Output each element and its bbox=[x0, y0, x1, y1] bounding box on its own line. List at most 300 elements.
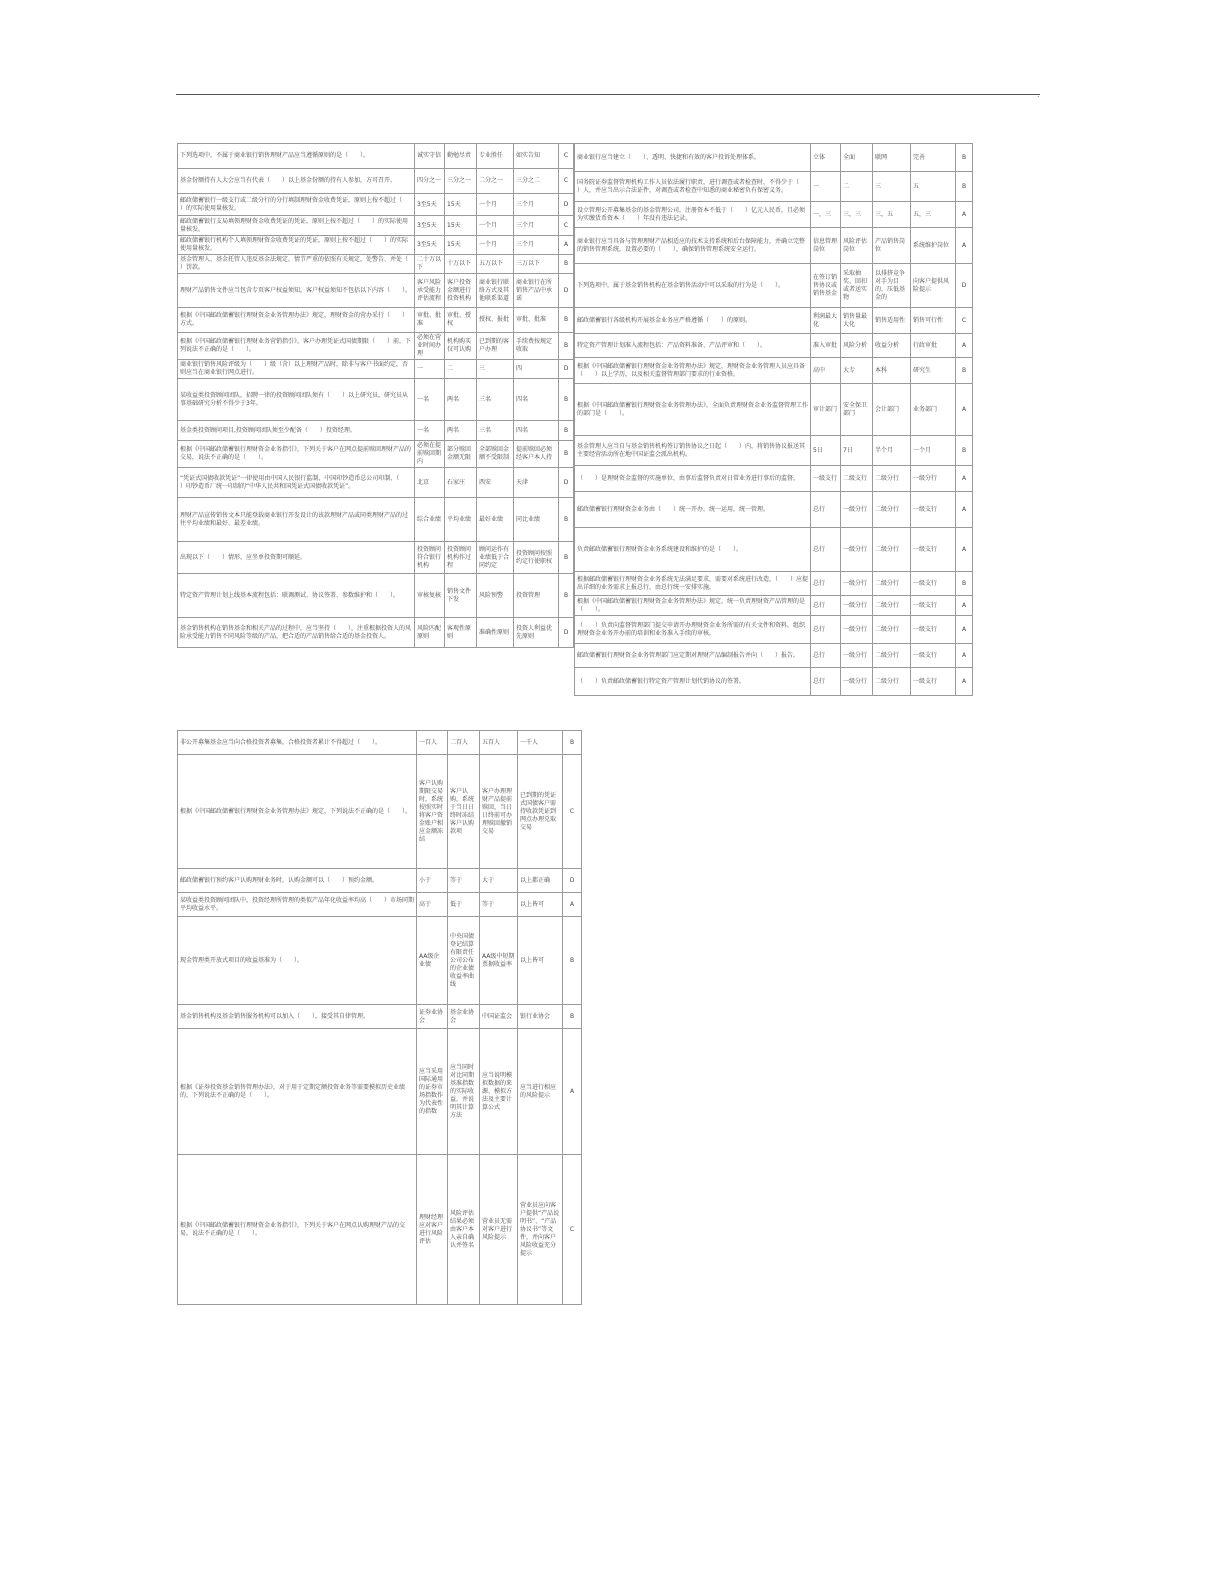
option-c: 商业银行联络方式及其他联系渠道 bbox=[477, 274, 514, 308]
question-row bbox=[178, 333, 574, 360]
option-c: 二分之一 bbox=[477, 169, 514, 194]
answer-cell: D bbox=[563, 869, 582, 893]
option-b: 两名 bbox=[445, 379, 477, 421]
option-c: 三名 bbox=[477, 379, 514, 421]
question-row bbox=[178, 731, 582, 755]
answer-cell: B bbox=[563, 731, 582, 755]
option-b: 应当同时对比同期基准指数的实际收益，并说明其计算方法 bbox=[448, 1029, 480, 1155]
question-text: 商业银行应当具备与管理理财产品相适应的技术支持系统和后台保障能力，并确立完整的销售管理系统，设置必要的（ ），确保销售管理系统安全运行。 bbox=[575, 228, 811, 264]
option-a: 总行 bbox=[811, 492, 841, 528]
question-text: 根据《证券投资基金销售管理办法》，对于用于定期定额投资业务等需要模拟历史业绩的，下列说法不正确的是（ ）。 bbox=[178, 1029, 417, 1155]
option-a: 审计部门 bbox=[811, 384, 841, 436]
option-d: 四名 bbox=[514, 379, 559, 421]
option-a: AA级企业债 bbox=[417, 917, 448, 1005]
option-b: 中央国债登记结算有限责任公司公布的企业债收益率曲线 bbox=[448, 917, 480, 1005]
option-d: 向客户提供风险提示 bbox=[911, 264, 956, 308]
question-text: （ ）负责向监督管理部门提交申请开办理财资金业务所需的有关文件和资料，组织理财资金业务开办前的培训和业务准入手续的审核。 bbox=[575, 616, 811, 644]
question-text: 下列选项中，属于基金销售机构在基金销售活动中可以采取的行为是（ ）。 bbox=[575, 264, 811, 308]
question-row bbox=[575, 616, 973, 644]
option-d: 手续费按规定收取 bbox=[514, 333, 559, 360]
answer-cell: A bbox=[956, 202, 973, 228]
option-c: 收益分析 bbox=[873, 334, 911, 358]
answer-cell: B bbox=[956, 144, 973, 172]
question-row bbox=[575, 596, 973, 616]
option-d: 商业银行在所销售产品中承诺 bbox=[514, 274, 559, 308]
question-row bbox=[575, 492, 973, 528]
option-a: 总行 bbox=[811, 572, 841, 596]
answer-cell: C bbox=[563, 755, 582, 869]
option-a: 高中 bbox=[811, 358, 841, 384]
answer-cell: A bbox=[563, 1029, 582, 1155]
question-text: 某收益类投资顾问团队中，投资经理所管理的类似产品年化收益率均高（ ）市场同期平均收益水平。 bbox=[178, 893, 417, 917]
option-b: 低于 bbox=[448, 893, 480, 917]
option-c: 二级分行 bbox=[873, 466, 911, 492]
answer-cell: A bbox=[956, 334, 973, 358]
question-row bbox=[178, 869, 582, 893]
answer-cell: D bbox=[559, 468, 574, 498]
question-row bbox=[575, 644, 973, 668]
option-c: 一个月 bbox=[477, 236, 514, 255]
option-c: 三 bbox=[873, 172, 911, 202]
question-text: “凭证式国债收款凭证”一律使用由中国人民银行监制、中国印钞造币总公司印制、（ ）印钞造币厂统一印制的“中华人民共和国凭证式国债收款凭证”。 bbox=[178, 468, 415, 498]
option-b: 等于 bbox=[448, 869, 480, 893]
option-a: 3至5天 bbox=[415, 194, 445, 216]
question-text: 国务院证券监督管理机构工作人员依法履行职责，进行调查或者检查时，不得少于（ ）人，并应当出示合法证件，对调查或者检查中知悉的商业秘密负有保密义务。 bbox=[575, 172, 811, 202]
option-c: 联网 bbox=[873, 144, 911, 172]
option-a: 综合业绩 bbox=[415, 498, 445, 542]
option-c: 三名 bbox=[477, 421, 514, 441]
option-a: 立体 bbox=[811, 144, 841, 172]
option-d: 一级支行 bbox=[911, 644, 956, 668]
option-b: 客户投资金额进行投资机构 bbox=[445, 274, 477, 308]
answer-cell: A bbox=[563, 893, 582, 917]
question-row bbox=[178, 917, 582, 1005]
question-row bbox=[575, 436, 973, 466]
question-row bbox=[178, 308, 574, 333]
question-text: 邮政储蓄银行一级支行或二级分行的分行填制理财资金收费凭证，原则上按不超过（ ）的实际使用量核发。 bbox=[178, 194, 415, 216]
answer-cell: C bbox=[563, 1155, 582, 1305]
option-d: 以上皆可 bbox=[518, 893, 563, 917]
option-c: 会计部门 bbox=[873, 384, 911, 436]
option-d: 一级支行 bbox=[911, 492, 956, 528]
option-c: 三 bbox=[477, 360, 514, 379]
question-row bbox=[178, 421, 574, 441]
question-text: 根据《中国邮政储蓄银行理财资金业务管理办法》规定，理财资金的营办采行（ ）方式。 bbox=[178, 308, 415, 333]
option-d: 提前赎回必须经客户本人持 bbox=[514, 441, 559, 468]
option-b: 销售量最大化 bbox=[841, 308, 873, 334]
option-c: 二级分行 bbox=[873, 596, 911, 616]
question-row bbox=[178, 468, 574, 498]
question-text: 邮政储蓄银行机构个人填领理财资金收费凭证的凭证，原则上按不超过（ ）的实际使用量核发。 bbox=[178, 236, 415, 255]
option-d: 一千人 bbox=[518, 731, 563, 755]
question-row bbox=[575, 572, 973, 596]
question-text: 特定资产管理计划准入流程包括：产品资料准备、产品评审和（ ）。 bbox=[575, 334, 811, 358]
option-d: 一级分行 bbox=[911, 466, 956, 492]
option-a: 准入审批 bbox=[811, 334, 841, 358]
question-row bbox=[178, 1155, 582, 1305]
question-text: 理财产品销售文件应当包含专页客户权益须知，客户权益须知不包括以下内容（ ）。 bbox=[178, 274, 415, 308]
question-row bbox=[575, 668, 973, 696]
option-d: 同比业绩 bbox=[514, 498, 559, 542]
option-a: 总行 bbox=[811, 644, 841, 668]
option-c: 二级分行 bbox=[873, 528, 911, 572]
option-c: 准确性原则 bbox=[477, 618, 514, 648]
question-row bbox=[575, 334, 973, 358]
answer-cell: B bbox=[559, 574, 574, 618]
option-b: 平均业绩 bbox=[445, 498, 477, 542]
question-row bbox=[575, 466, 973, 492]
answer-cell: D bbox=[559, 274, 574, 308]
question-row bbox=[178, 379, 574, 421]
question-row bbox=[575, 172, 973, 202]
option-d: 一个月 bbox=[911, 436, 956, 466]
question-text: 基金管理人应当自与基金销售机构签订销售协议之日起（ ）内，将销售协议报送其主要经营活动所在地中国证监会派出机构。 bbox=[575, 436, 811, 466]
option-d: 五 bbox=[911, 172, 956, 202]
option-d: 一级支行 bbox=[911, 616, 956, 644]
question-text: 根据《中国邮政储蓄银行理财资金业务管理办法》规定，统一负责理财资产品管理的是（ ）。 bbox=[575, 596, 811, 616]
option-b: 三分之一 bbox=[445, 169, 477, 194]
question-row bbox=[178, 216, 574, 236]
option-c: 一个月 bbox=[477, 194, 514, 216]
option-a: 诚实守信 bbox=[415, 144, 445, 169]
option-b: 一级分行 bbox=[841, 596, 873, 616]
answer-cell: A bbox=[956, 596, 973, 616]
option-a: 一名 bbox=[415, 421, 445, 441]
question-text: 设立管理公开募集基金的基金管理公司，注册资本不低于（ ）亿元人民币，且必须为实缴货币资本（ ）年没有违法记录。 bbox=[575, 202, 811, 228]
option-a: 信息管理岗位 bbox=[811, 228, 841, 264]
option-d: 五，三 bbox=[911, 202, 956, 228]
option-a: 一级支行 bbox=[811, 466, 841, 492]
question-row bbox=[575, 144, 973, 172]
question-text: 根据《中国邮政储蓄银行理财资金业务管理办法》规定，理财资金业务管理人员应具备（ ）以上学历，以及相关监督管理部门要求的行业资格。 bbox=[575, 358, 811, 384]
option-c: 一个月 bbox=[477, 216, 514, 236]
answer-cell: D bbox=[559, 360, 574, 379]
question-text: 邮政储蓄银行各级机构开展基金业务应严格遵循（ ）的原则。 bbox=[575, 308, 811, 334]
option-d: 投资管理 bbox=[514, 574, 559, 618]
option-c: 二级分行 bbox=[873, 668, 911, 696]
option-b: 安全保卫部门 bbox=[841, 384, 873, 436]
option-a: 客户风险承受能力评估流程 bbox=[415, 274, 445, 308]
question-row bbox=[178, 574, 574, 618]
option-a: 客户认购期限交易时，系统按照实时将客户资金账户相应金额冻结 bbox=[417, 755, 448, 869]
answer-cell: B bbox=[559, 255, 574, 274]
option-c: 销售适用性 bbox=[873, 308, 911, 334]
option-d: 以上皆可 bbox=[518, 917, 563, 1005]
option-d: 天津 bbox=[514, 468, 559, 498]
option-c: 五百人 bbox=[480, 731, 518, 755]
option-d: 三个月 bbox=[514, 216, 559, 236]
answer-cell: D bbox=[559, 618, 574, 648]
question-text: 基金销售机构及基金销售服务机构可以加入（ ），接受其自律管理。 bbox=[178, 1005, 417, 1029]
option-b: 投资顾问机构作过程 bbox=[445, 542, 477, 574]
question-row bbox=[178, 360, 574, 379]
answer-cell: C bbox=[956, 308, 973, 334]
question-row bbox=[575, 384, 973, 436]
option-a: 3至5天 bbox=[415, 236, 445, 255]
question-text: 非公开募集基金应当向合格投资者募集，合格投资者累计不得超过（ ）。 bbox=[178, 731, 417, 755]
question-text: 下列选项中，不属于商业银行销售理财产品应当遵循原则的是（ ）。 bbox=[178, 144, 415, 169]
option-b: 一级分行 bbox=[841, 616, 873, 644]
option-c: 半个月 bbox=[873, 436, 911, 466]
option-b: 二百人 bbox=[448, 731, 480, 755]
option-d: 三分之二 bbox=[514, 169, 559, 194]
option-c: 中国证监会 bbox=[480, 1005, 518, 1029]
question-text: 邮政储蓄银行支局填领理财资金收费凭证的凭证，原则上按不超过（ ）的实际使用量核发。 bbox=[178, 216, 415, 236]
question-text: 基金管理人、基金托管人违反基金法规定，情节严重的依照有关规定，处警告、并处（ ）罚款。 bbox=[178, 255, 415, 274]
option-b: 二 bbox=[841, 172, 873, 202]
option-c: 全部赎回金额不受限制 bbox=[477, 441, 514, 468]
option-b: 风险评估岗位 bbox=[841, 228, 873, 264]
option-c: 专业胜任 bbox=[477, 144, 514, 169]
option-b: 两名 bbox=[445, 421, 477, 441]
option-b: 一级分行 bbox=[841, 492, 873, 528]
answer-cell: B bbox=[559, 308, 574, 333]
option-b: 风险分析 bbox=[841, 334, 873, 358]
option-d: 三万以下 bbox=[514, 255, 559, 274]
answer-cell: B bbox=[559, 498, 574, 542]
option-b: 销售文件下发 bbox=[445, 574, 477, 618]
question-text: 负责邮政储蓄银行理财资金业务系统建设和维护的是（ ）。 bbox=[575, 528, 811, 572]
answer-cell: A bbox=[956, 616, 973, 644]
option-a: 一百人 bbox=[417, 731, 448, 755]
question-row bbox=[178, 194, 574, 216]
question-row bbox=[575, 264, 973, 308]
option-a: 审核复核 bbox=[415, 574, 445, 618]
option-a: 审批、批准 bbox=[415, 308, 445, 333]
option-a: 四分之一 bbox=[415, 169, 445, 194]
option-a: 投资顾问符合银行机构 bbox=[415, 542, 445, 574]
option-a: 一名 bbox=[415, 379, 445, 421]
option-a: 证券业协会 bbox=[417, 1005, 448, 1029]
option-a: 在签订销售协议或销售基金 bbox=[811, 264, 841, 308]
option-c: 最好业绩 bbox=[477, 498, 514, 542]
answer-cell: B bbox=[563, 1005, 582, 1029]
answer-cell: B bbox=[956, 436, 973, 466]
header-rule bbox=[176, 94, 1040, 95]
header-mark: . bbox=[1037, 90, 1040, 99]
option-c: 大于 bbox=[480, 869, 518, 893]
option-c: 等于 bbox=[480, 893, 518, 917]
option-b: 一级分行 bbox=[841, 644, 873, 668]
option-b: 一级分行 bbox=[841, 572, 873, 596]
option-b: 部分赎回金额无限 bbox=[445, 441, 477, 468]
option-a: 一，三 bbox=[811, 202, 841, 228]
question-row bbox=[575, 202, 973, 228]
option-a: 总行 bbox=[811, 528, 841, 572]
option-b: 15天 bbox=[445, 236, 477, 255]
question-text: 邮政储蓄银行预约客户认购理财业务时，认购金额可以（ ）预约金额。 bbox=[178, 869, 417, 893]
answer-cell: A bbox=[956, 466, 973, 492]
option-c: 客户办理理财产品提前赎回，当日日终前可办理赎回撤销交易 bbox=[480, 755, 518, 869]
question-table-left bbox=[177, 143, 574, 648]
option-b: 大专 bbox=[841, 358, 873, 384]
question-text: 邮政储蓄银行理财资金业务由（ ）统一开办，统一运用，统一管理。 bbox=[575, 492, 811, 528]
option-c: 风险预警 bbox=[477, 574, 514, 618]
question-text: 根据《中国邮政储蓄银行理财业务营销指引》，客户办理凭证式国债期限（ ）前，下列说法不正确的是（ ）。 bbox=[178, 333, 415, 360]
option-a: 利润最大化 bbox=[811, 308, 841, 334]
option-d: 投资人利益优先原则 bbox=[514, 618, 559, 648]
option-d: 一级支行 bbox=[911, 596, 956, 616]
option-d: 三个月 bbox=[514, 194, 559, 216]
option-b: 7日 bbox=[841, 436, 873, 466]
option-a: 二十万以下 bbox=[415, 255, 445, 274]
question-row bbox=[178, 255, 574, 274]
option-a: 北京 bbox=[415, 468, 445, 498]
option-d: 一级支行 bbox=[911, 668, 956, 696]
question-text: 根据《中国邮政储蓄银行理财资金业务管理办法》规定，下列说法不正确的是（ ）。 bbox=[178, 755, 417, 869]
question-row bbox=[178, 755, 582, 869]
answer-cell: C bbox=[559, 216, 574, 236]
option-a: 高于 bbox=[417, 893, 448, 917]
option-b: 十万以下 bbox=[445, 255, 477, 274]
option-a: 5日 bbox=[811, 436, 841, 466]
answer-cell: A bbox=[956, 492, 973, 528]
option-a: 必须在营业时间办理 bbox=[415, 333, 445, 360]
question-row bbox=[575, 528, 973, 572]
answer-cell: C bbox=[559, 169, 574, 194]
answer-cell: B bbox=[559, 333, 574, 360]
option-c: 二级分行 bbox=[873, 572, 911, 596]
option-d: 系统维护岗位 bbox=[911, 228, 956, 264]
question-row bbox=[178, 498, 574, 542]
option-a: 一 bbox=[811, 172, 841, 202]
option-c: 西安 bbox=[477, 468, 514, 498]
question-text: 邮政储蓄银行理财资金业务管理部门应定期对理财产品编制报告并向（ ）报告。 bbox=[575, 644, 811, 668]
option-d: 行政审批 bbox=[911, 334, 956, 358]
question-text: 根据《中国邮政储蓄银行理财资金业务指引》，下列关于客户在网点提前赎回理财产品的交易，说法不正确的是（ ）。 bbox=[178, 441, 415, 468]
option-a: 总行 bbox=[811, 668, 841, 696]
question-row bbox=[178, 274, 574, 308]
option-b: 三，三 bbox=[841, 202, 873, 228]
question-row bbox=[178, 1029, 582, 1155]
option-c: 应当说明模拟数据的来源、模拟方法及主要计算公式 bbox=[480, 1029, 518, 1155]
question-text: 基金份额持有人大会应当有代表（ ）以上基金份额的持有人参加，方可召开。 bbox=[178, 169, 415, 194]
option-d: 投资顾问按照约定行使职权 bbox=[514, 542, 559, 574]
question-text: （ ）是理财资金监督的实施单位，由事后监督负责对日常业务进行事后的监督。 bbox=[575, 466, 811, 492]
answer-cell: A bbox=[956, 228, 973, 264]
question-row bbox=[178, 169, 574, 194]
option-d: 完善 bbox=[911, 144, 956, 172]
answer-cell: B bbox=[559, 421, 574, 441]
question-row bbox=[575, 358, 973, 384]
option-c: 营业员无需对客户进行风险提示 bbox=[480, 1155, 518, 1305]
option-c: 三，五 bbox=[873, 202, 911, 228]
question-row bbox=[178, 144, 574, 169]
option-d: 四名 bbox=[514, 421, 559, 441]
question-row bbox=[575, 308, 973, 334]
question-text: 根据邮政储蓄银行理财资金业务系统无法满足要求，需要对系统进行改造，（ ）应提出详细的业务需求上报总行，由总行统一安排实施。 bbox=[575, 572, 811, 596]
option-c: 二级分行 bbox=[873, 616, 911, 644]
question-row bbox=[178, 441, 574, 468]
option-d: 销售可行性 bbox=[911, 308, 956, 334]
option-b: 客观性原则 bbox=[445, 618, 477, 648]
option-d: 一级支行 bbox=[911, 572, 956, 596]
question-text: （ ）负责邮政储蓄银行特定资产管理计划代销协议的签署。 bbox=[575, 668, 811, 696]
question-row bbox=[178, 618, 574, 648]
option-b: 一级分行 bbox=[841, 528, 873, 572]
option-c: 本科 bbox=[873, 358, 911, 384]
option-d: 已到期的凭证式国债客户需持收款凭证到网点办理兑取交易 bbox=[518, 755, 563, 869]
option-d: 如实告知 bbox=[514, 144, 559, 169]
question-text: 某收益类投资顾问团队，招聘一律的投资顾问团队须有（ ）以上研究员，研究员从事基础研究分析不得少于3年。 bbox=[178, 379, 415, 421]
answer-cell: D bbox=[559, 194, 574, 216]
option-d: 审批、批准 bbox=[514, 308, 559, 333]
question-text: 特定资产管理计划上线基本流程包括：联调测试、协议签署、参数维护和（ ）。 bbox=[178, 574, 415, 618]
option-b: 机构购买仅可认购 bbox=[445, 333, 477, 360]
option-c: 以排挤竞争对手为目的，压低基金的 bbox=[873, 264, 911, 308]
answer-cell: A bbox=[956, 668, 973, 696]
answer-cell: B bbox=[956, 172, 973, 202]
option-a: 一 bbox=[415, 360, 445, 379]
option-d: 银行业协会 bbox=[518, 1005, 563, 1029]
question-row bbox=[178, 236, 574, 255]
option-a: 必须在提前赎回期内 bbox=[415, 441, 445, 468]
option-c: AA级中短期票据收益率 bbox=[480, 917, 518, 1005]
option-a: 3至5天 bbox=[415, 216, 445, 236]
option-b: 全面 bbox=[841, 144, 873, 172]
option-d: 应当进行相应的风险提示 bbox=[518, 1029, 563, 1155]
option-b: 采取抽奖、回扣或者送实物 bbox=[841, 264, 873, 308]
option-b: 15天 bbox=[445, 216, 477, 236]
option-b: 二级支行 bbox=[841, 466, 873, 492]
option-c: 五万以下 bbox=[477, 255, 514, 274]
question-text: 商业银行销售风险评级为（ ）级（含）以上理财产品时，除非与客户书面约定，否则应当在商业银行网点进行。 bbox=[178, 360, 415, 379]
option-d: 营业员应向客户提供“产品说明书”、“产品协议书”等文件，并向客户风险收益充分提示 bbox=[518, 1155, 563, 1305]
question-table-bottom bbox=[177, 730, 582, 1305]
option-c: 二级分行 bbox=[873, 644, 911, 668]
answer-cell: B bbox=[956, 572, 973, 596]
option-c: 产品销售岗位 bbox=[873, 228, 911, 264]
option-b: 15天 bbox=[445, 194, 477, 216]
option-a: 小于 bbox=[417, 869, 448, 893]
option-a: 应当采用国际通用的证券市场指数作为代表性的指数 bbox=[417, 1029, 448, 1155]
question-text: 基金类投资顾问项目,投资顾问团队须至少配备（ ）投资经理。 bbox=[178, 421, 415, 441]
answer-cell: B bbox=[559, 379, 574, 421]
question-row bbox=[575, 228, 973, 264]
question-text: 现金管理类开放式项目的收益基准为（ ）。 bbox=[178, 917, 417, 1005]
option-b: 勤勉尽责 bbox=[445, 144, 477, 169]
question-table-right bbox=[574, 143, 973, 696]
option-b: 基金业协会 bbox=[448, 1005, 480, 1029]
option-c: 授权、报批 bbox=[477, 308, 514, 333]
option-d: 研究生 bbox=[911, 358, 956, 384]
answer-cell: A bbox=[956, 384, 973, 436]
question-row bbox=[178, 1005, 582, 1029]
answer-cell: B bbox=[559, 542, 574, 574]
option-b: 石家庄 bbox=[445, 468, 477, 498]
question-text: 商业银行应当建立（ ）、透明、快捷和有效的客户投诉处理体系。 bbox=[575, 144, 811, 172]
option-d: 以上都正确 bbox=[518, 869, 563, 893]
option-d: 三个月 bbox=[514, 236, 559, 255]
option-d: 四 bbox=[514, 360, 559, 379]
question-text: 根据《中国邮政储蓄银行理财资金业务管理办法》，全面负责理财资金业务监督管理工作的部门是（ ）。 bbox=[575, 384, 811, 436]
question-text: 根据《中国邮政储蓄银行理财资金业务指引》，下列关于客户在网点认购理财产品的交易，说法不正确的是（ ）。 bbox=[178, 1155, 417, 1305]
option-b: 客户认购，系统于当日日终时冻结客户认购款项 bbox=[448, 755, 480, 869]
option-b: 一级分行 bbox=[841, 668, 873, 696]
question-text: 理财产品宣传销售文本只能登载商业银行开发设计的该款理财产品或同类理财产品的过往平均业绩和最好、最差业绩。 bbox=[178, 498, 415, 542]
answer-cell: A bbox=[559, 236, 574, 255]
option-b: 审批、授权 bbox=[445, 308, 477, 333]
option-a: 理财经理应对客户进行风险评估 bbox=[417, 1155, 448, 1305]
option-c: 二级分行 bbox=[873, 492, 911, 528]
answer-cell: C bbox=[559, 144, 574, 169]
question-text: 出现以下（ ）情形，应坐单投资期可顺延。 bbox=[178, 542, 415, 574]
answer-cell: A bbox=[956, 528, 973, 572]
question-row bbox=[178, 542, 574, 574]
question-text: 基金销售机构在销售基金和相关产品的过程中，应当坚持（ ），注重根据投资人的风险承受能力销售不同风险等级的产品，把合适的产品销售给合适的基金投资人。 bbox=[178, 618, 415, 648]
option-a: 风险匹配原则 bbox=[415, 618, 445, 648]
option-b: 风险评估结果必须由客户本人亲自确认并签名 bbox=[448, 1155, 480, 1305]
